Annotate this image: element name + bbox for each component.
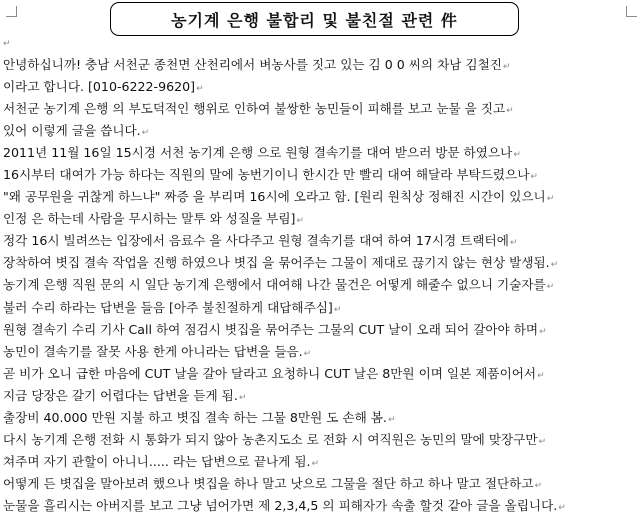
paragraph-mark: ↵ xyxy=(546,282,555,293)
text-line xyxy=(3,274,640,296)
text-line xyxy=(3,120,640,142)
text-line xyxy=(3,252,640,274)
text-line-content: 농기계 은행 직원 문의 시 일단 농기계 은행에서 대여해 나간 물건은 어떻게 해줄수 없으니 기술자를 xyxy=(3,277,546,293)
paragraph-mark: ↵ xyxy=(546,194,555,205)
text-line xyxy=(3,451,640,473)
paragraph-mark: ↵ xyxy=(387,414,396,425)
text-line-content: 곧 비가 오니 급한 마음에 CUT 날을 갈아 달라고 요청하니 CUT 날은 8만원 이며 일본 제품이어서 xyxy=(3,365,537,381)
text-line-content: 쳐주며 자기 관할이 아니니..... 라는 답변으로 끝나게 됨. xyxy=(3,453,311,469)
text-line xyxy=(3,319,640,341)
paragraph-mark: ↵ xyxy=(502,62,511,72)
text-line xyxy=(3,429,640,451)
paragraph-mark: ↵ xyxy=(303,348,312,359)
paragraph-mark: ↵ xyxy=(333,304,342,315)
text-line-content: 정각 16시 빌려쓰는 입장에서 음료수 을 사다주고 원형 결속기를 대여 하여 17시경 트랙터에 xyxy=(3,233,509,249)
text-line xyxy=(3,297,640,319)
text-line-content: 장착하여 볏집 결속 작업을 진행 하였으나 볏집 을 묶어주는 그물이 제대로 끊기지 않는 현상 발생됨. xyxy=(3,255,550,271)
text-line xyxy=(3,76,640,98)
paragraph-mark: ↵ xyxy=(537,370,545,381)
paragraph-mark: ↵ xyxy=(141,128,150,139)
text-line xyxy=(3,186,640,208)
paragraph-mark: ↵ xyxy=(238,392,247,403)
text-line xyxy=(3,473,640,495)
document-title: 농기계 은행 불합리 및 불친절 관련 件 xyxy=(171,10,458,30)
text-line-content: 눈물을 흘리시는 아버지를 보고 그냥 넘어가면 제 2,3,4,5 의 피해자가 속출 할것 같아 글을 올립니다. xyxy=(3,497,558,513)
paragraph-mark: ↵ xyxy=(509,238,518,249)
crop-mark-top-right xyxy=(626,6,637,17)
paragraph-mark: ↵ xyxy=(534,480,543,491)
text-line-content: 서천군 농기계 은행 의 부도덕적인 행위로 인하여 불쌍한 농민들이 피해를 보고 눈물 을 짓고 xyxy=(3,101,506,117)
text-line-content: "왜 공무원을 귀찮게 하느냐" 짜증 을 부리며 16시에 오라고 함. [원리 원칙상 정해진 시간이 있으니 xyxy=(3,189,546,205)
text-line-content: 이라고 합니다. [010-6222-9620] xyxy=(3,79,196,95)
text-line xyxy=(3,363,640,385)
paragraph-mark: ↵ xyxy=(538,436,547,447)
paragraph-mark: ↵ xyxy=(530,172,538,183)
text-line xyxy=(3,495,640,517)
crop-mark-top-left xyxy=(6,6,17,17)
text-line-content: 출장비 40.000 만원 지불 하고 볏집 결속 하는 그물 8만원 도 손해 봄. xyxy=(3,409,387,425)
text-line xyxy=(3,341,640,363)
text-line-content: 불러 수리 하라는 답변을 들음 [아주 불친절하게 대답해주심] xyxy=(3,299,333,315)
paragraph-mark: ↵ xyxy=(506,106,514,117)
text-line-content: 농민이 결속기를 잘못 사용 한게 아니라는 답변을 들음. xyxy=(3,343,303,359)
text-line-content: 원형 결속기 수리 기사 Call 하여 점검시 볏집을 묶어주는 그물의 CUT 날이 오래 되어 갈아야 하며 xyxy=(3,321,539,337)
text-line-content: 어떻게 든 볏집을 말아보려 했으나 볏집을 하나 말고 낫으로 그물을 절단 하고 하나 말고 절단하고 xyxy=(3,475,534,491)
paragraph-mark: ↵ xyxy=(3,39,11,49)
paragraph-mark: ↵ xyxy=(539,326,547,337)
text-line-content: 16시부터 대여가 가능 하다는 직원의 말에 농번기이니 한시간 만 빨리 대여 해달라 부탁드렸으나 xyxy=(3,167,530,183)
text-line xyxy=(3,142,640,164)
paragraph-mark: ↵ xyxy=(558,502,566,513)
paragraph-mark: ↵ xyxy=(296,216,304,227)
paragraph-mark: ↵ xyxy=(311,458,320,469)
text-line xyxy=(3,407,640,429)
text-line-content: 다시 농기계 은행 전화 시 통화가 되지 않아 농촌지도소 로 전화 시 여직원은 농민의 말에 맞장구만 xyxy=(3,431,538,447)
paragraph-mark: ↵ xyxy=(196,84,204,95)
text-line-content: 있어 이렇게 글을 씁니다. xyxy=(3,123,141,139)
paragraph-mark: ↵ xyxy=(513,150,521,161)
text-line-content: 인정 은 하는데 사람을 무시하는 말투 와 성질을 부림] xyxy=(3,211,296,227)
text-line xyxy=(3,385,640,407)
text-line xyxy=(3,208,640,230)
text-line xyxy=(3,98,640,120)
text-line-content: 지금 당장은 갈기 어렵다는 답변을 듣게 됨. xyxy=(3,387,238,403)
text-line xyxy=(3,54,640,76)
document-body xyxy=(3,54,640,517)
document-title-box xyxy=(110,2,519,36)
text-line xyxy=(3,230,640,252)
text-line-content: 안녕하십니까! 충남 서천군 종천면 산천리에서 벼농사를 짓고 있는 김 0 0 씨의 차남 김철진 xyxy=(3,57,502,72)
paragraph-mark: ↵ xyxy=(550,260,559,271)
text-line xyxy=(3,164,640,186)
text-line-content: 2011년 11월 16일 15시경 서천 농기계 은행 으로 원형 결속기를 대여 받으러 방문 하였으나 xyxy=(3,145,513,161)
